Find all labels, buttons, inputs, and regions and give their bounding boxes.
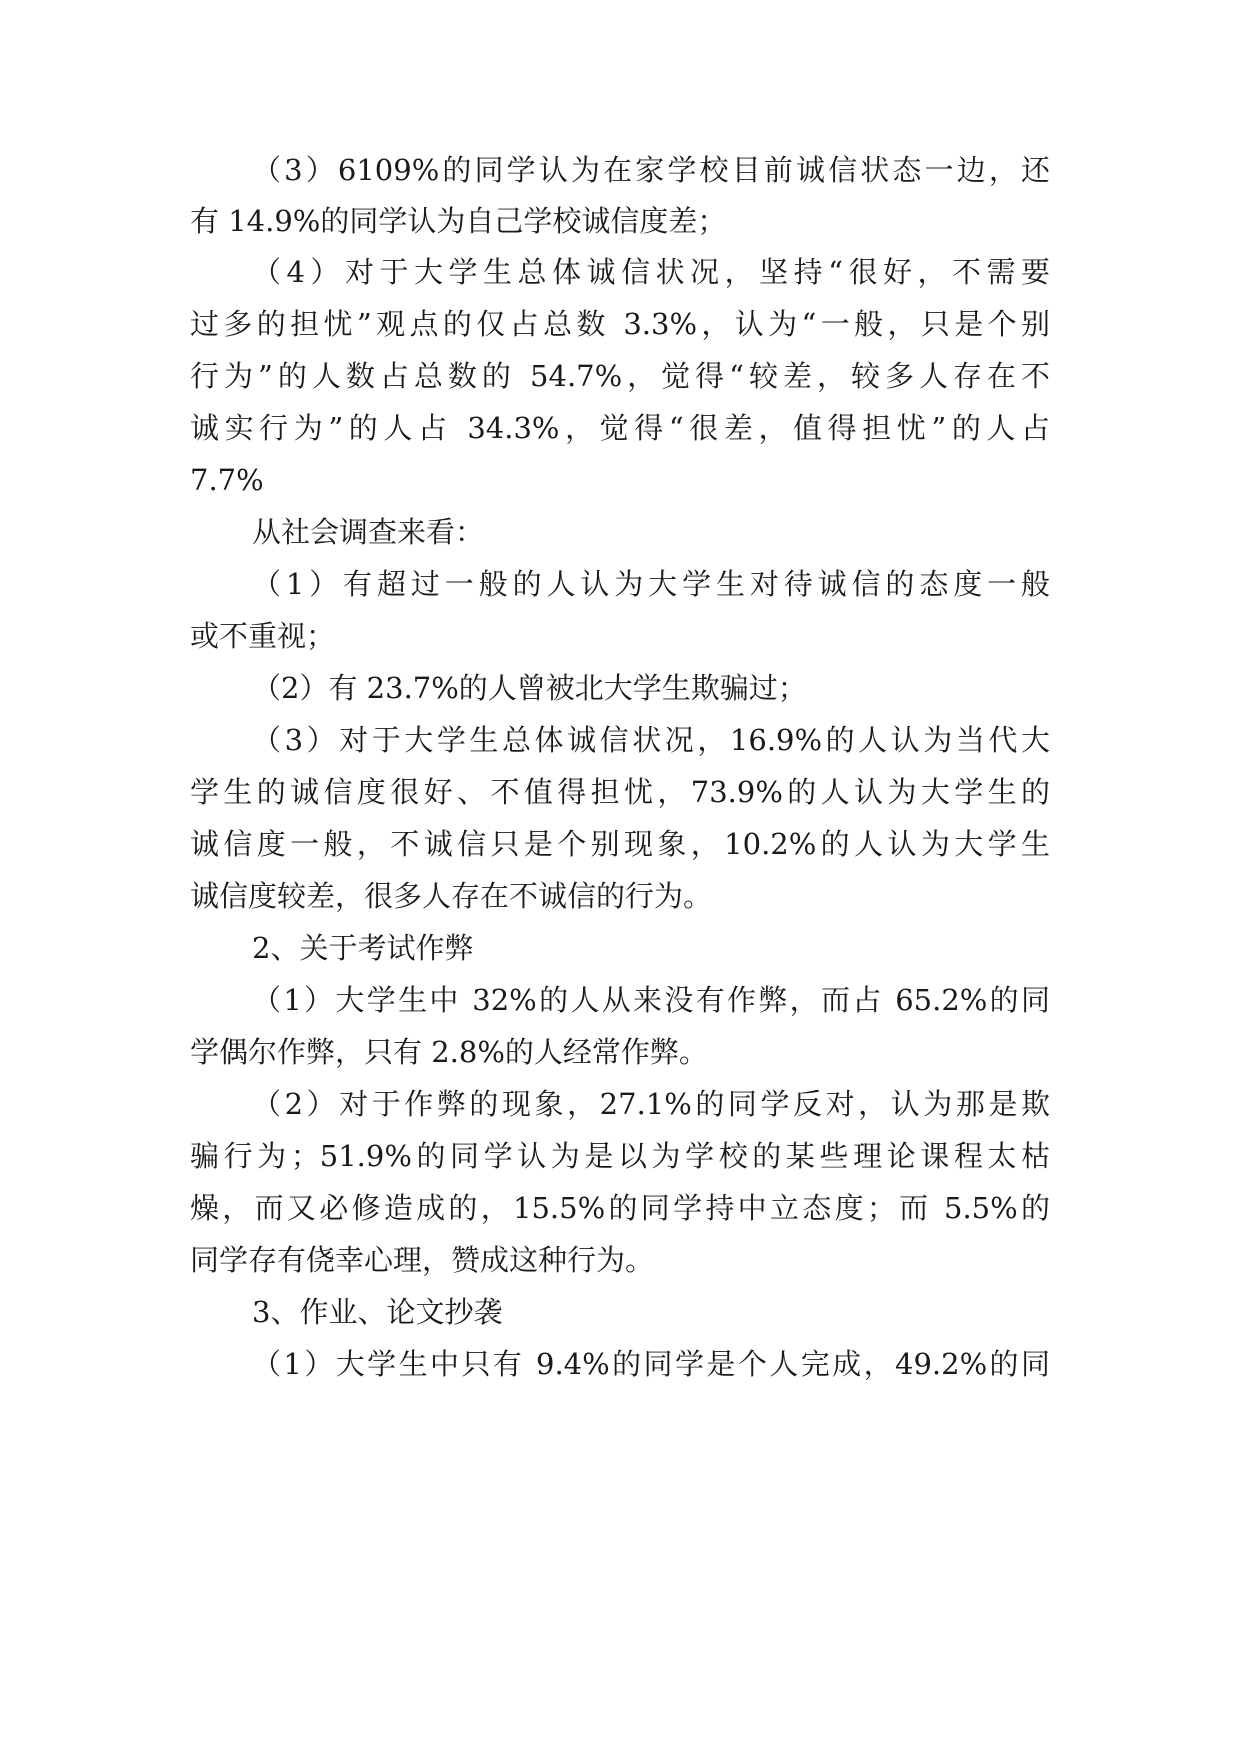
paragraph-line: 燥，而又必修造成的，15.5%的同学持中立态度；而 5.5%的 [190, 1191, 1050, 1225]
paragraph-line: （3）6109%的同学认为在家学校目前诚信状态一边，还 [252, 153, 1050, 187]
paragraph-line: 学生的诚信度很好、不值得担忧，73.9%的人认为大学生的 [190, 775, 1050, 809]
paragraph-line: （1）大学生中 32%的人从来没有作弊，而占 65.2%的同 [252, 983, 1050, 1017]
paragraph-line: （2）有 23.7%的人曾被北大学生欺骗过； [252, 671, 807, 705]
paragraph-line: （1）大学生中只有 9.4%的同学是个人完成，49.2%的同 [252, 1347, 1050, 1381]
paragraph-line: 骗行为；51.9%的同学认为是以为学校的某些理论课程太枯 [190, 1139, 1050, 1173]
section-heading: 3、作业、论文抄袭 [252, 1295, 503, 1329]
paragraph-line: 或不重视； [190, 619, 336, 653]
paragraph-line: 7.7% [190, 463, 264, 497]
paragraph-line: （2）对于作弊的现象，27.1%的同学反对，认为那是欺 [252, 1087, 1050, 1121]
paragraph-line: （1）有超过一般的人认为大学生对待诚信的态度一般 [252, 567, 1050, 601]
paragraph-line: 过多的担忧”观点的仅占总数 3.3%，认为“一般，只是个别 [190, 307, 1050, 341]
section-intro: 从社会调查来看： [252, 515, 485, 549]
paragraph-line: 有 14.9%的同学认为自己学校诚信度差； [190, 204, 727, 238]
paragraph-line: 同学存有侥幸心理，赞成这种行为。 [190, 1243, 655, 1277]
section-heading: 2、关于考试作弊 [252, 931, 474, 965]
paragraph-line: （4）对于大学生总体诚信状况，坚持“很好，不需要 [252, 255, 1050, 289]
paragraph-line: 诚信度较差，很多人存在不诚信的行为。 [190, 879, 713, 913]
paragraph-line: 行为”的人数占总数的 54.7%，觉得“较差，较多人存在不 [190, 359, 1050, 393]
paragraph-line: 诚信度一般，不诚信只是个别现象，10.2%的人认为大学生 [190, 827, 1050, 861]
paragraph-line: （3）对于大学生总体诚信状况，16.9%的人认为当代大 [252, 723, 1050, 757]
paragraph-line: 学偶尔作弊，只有 2.8%的人经常作弊。 [190, 1035, 708, 1069]
paragraph-line: 诚实行为”的人占 34.3%，觉得“很差，值得担忧”的人占 [190, 411, 1050, 445]
